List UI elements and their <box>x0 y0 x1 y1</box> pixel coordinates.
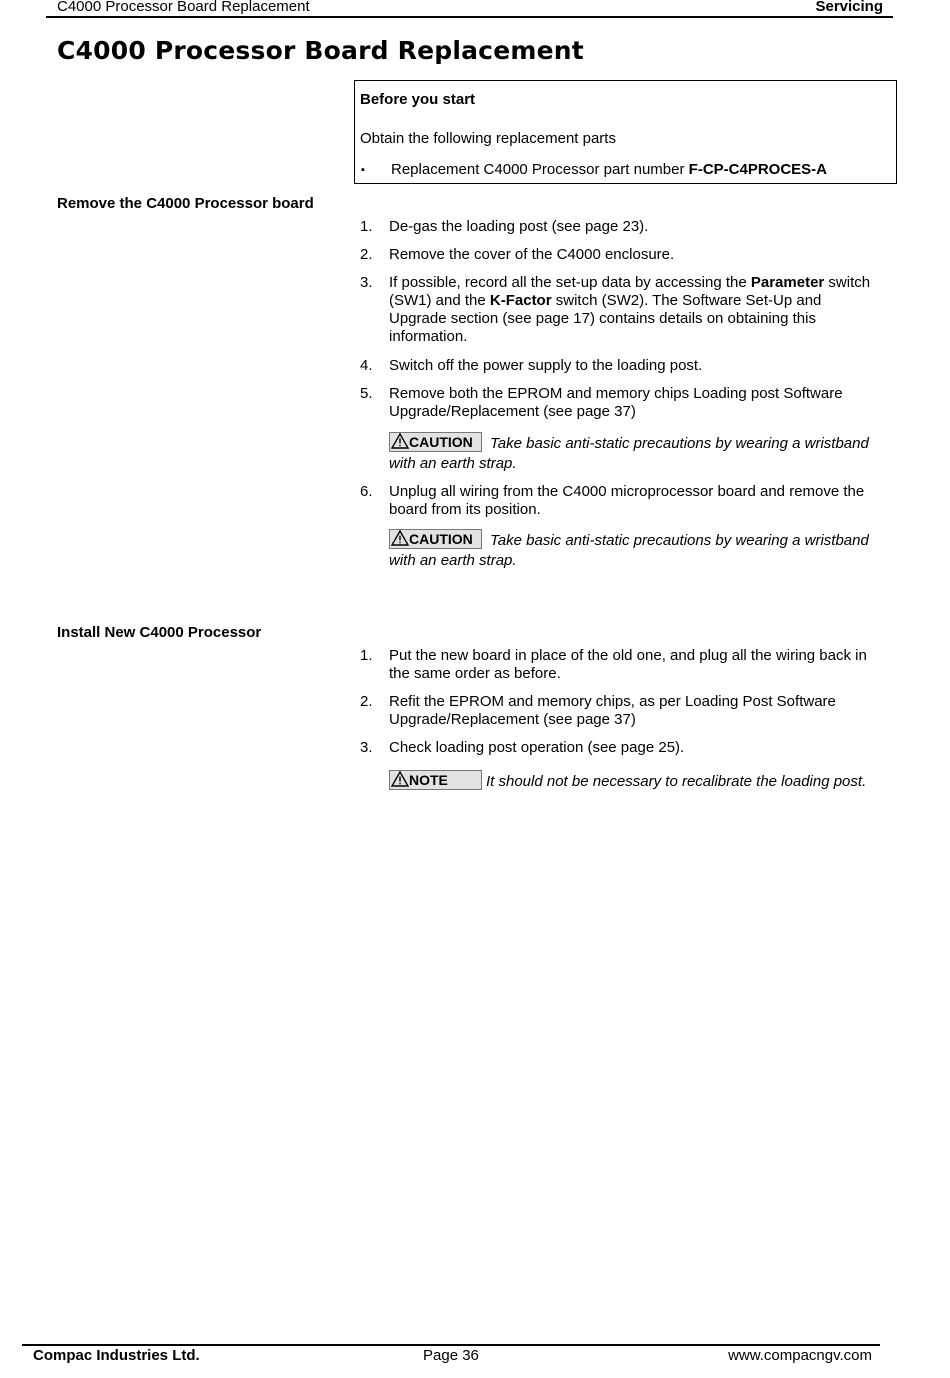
caution-text: Take basic anti-static precautions by wearing a wristband with an earth strap. <box>389 435 869 472</box>
step-number: 3. <box>360 274 373 291</box>
step-number: 5. <box>360 385 373 402</box>
header-rule <box>46 16 893 18</box>
note-callout <box>389 772 909 792</box>
install-step-1 <box>360 647 880 683</box>
remove-step-4 <box>360 357 880 375</box>
step-text: Check loading post operation (see page 25). <box>389 739 685 756</box>
caution-callout-2 <box>389 531 889 570</box>
remove-step-6 <box>360 483 880 519</box>
remove-step-2 <box>360 246 880 264</box>
remove-step-1 <box>360 218 880 236</box>
step-number: 3. <box>360 739 373 756</box>
replacement-part-text: Replacement C4000 Processor part number <box>391 161 689 178</box>
step-number: 6. <box>360 483 373 500</box>
step-text: Put the new board in place of the old one, and plug all the wiring back in the same order as before. <box>389 647 867 682</box>
step-text: Remove the cover of the C4000 enclosure. <box>389 246 675 263</box>
before-you-start-title: Before you start <box>360 91 476 108</box>
warning-triangle-icon <box>391 433 409 449</box>
caution-callout-1 <box>389 434 889 473</box>
step-number: 1. <box>360 647 373 664</box>
section-title-install: Install New C4000 Processor <box>57 624 262 641</box>
step-number: 1. <box>360 218 373 235</box>
remove-step-3 <box>360 274 880 346</box>
warning-triangle-icon <box>391 530 409 546</box>
page-title: C4000 Processor Board Replacement <box>57 36 584 65</box>
section-title-remove: Remove the C4000 Processor board <box>57 195 314 212</box>
running-header-section: Servicing <box>815 0 883 15</box>
k-factor-switch-label: K-Factor <box>489 292 552 309</box>
step-number: 4. <box>360 357 373 374</box>
footer-page-number: Page 36 <box>423 1347 479 1364</box>
step-text: Unplug all wiring from the C4000 microprocessor board and remove the board from its position. <box>389 483 865 518</box>
footer-rule <box>22 1344 880 1346</box>
step-number: 2. <box>360 246 373 263</box>
footer-company: Compac Industries Ltd. <box>33 1347 200 1364</box>
replacement-part-item <box>391 161 827 178</box>
caution-badge: CAUTION <box>389 529 482 549</box>
caution-badge: CAUTION <box>389 432 482 452</box>
bullet-icon: ▪ <box>361 164 365 176</box>
warning-triangle-icon <box>391 771 409 787</box>
parameter-switch-label: Parameter <box>750 274 825 291</box>
step-text: Switch off the power supply to the loading post. <box>389 357 703 374</box>
remove-step-5 <box>360 385 880 421</box>
caution-text: Take basic anti-static precautions by wearing a wristband with an earth strap. <box>389 532 869 569</box>
footer-website: www.compacngv.com <box>728 1347 872 1364</box>
note-badge: NOTE <box>389 770 482 790</box>
step-text: De-gas the loading post (see page 23). <box>389 218 649 235</box>
step-number: 2. <box>360 693 373 710</box>
install-step-2 <box>360 693 880 729</box>
running-header-title: C4000 Processor Board Replacement <box>57 0 310 15</box>
step-text: If possible, record all the set-up data by accessing the Parameter switch (SW1) and the K-Factor switch (SW2). The Software Set-Up and Upgrade section (see page 17) contains details on obtaining this information. <box>389 274 871 345</box>
note-text: It should not be necessary to recalibrate the loading post. <box>486 773 867 790</box>
step-text: Remove both the EPROM and memory chips Loading post Software Upgrade/Replacement (see page 37) <box>389 385 843 420</box>
part-number: F-CP-C4PROCES-A <box>688 161 827 178</box>
install-step-3 <box>360 739 880 757</box>
before-you-start-intro: Obtain the following replacement parts <box>360 130 616 147</box>
step-text: Refit the EPROM and memory chips, as per Loading Post Software Upgrade/Replacement (see page 37) <box>389 693 836 728</box>
